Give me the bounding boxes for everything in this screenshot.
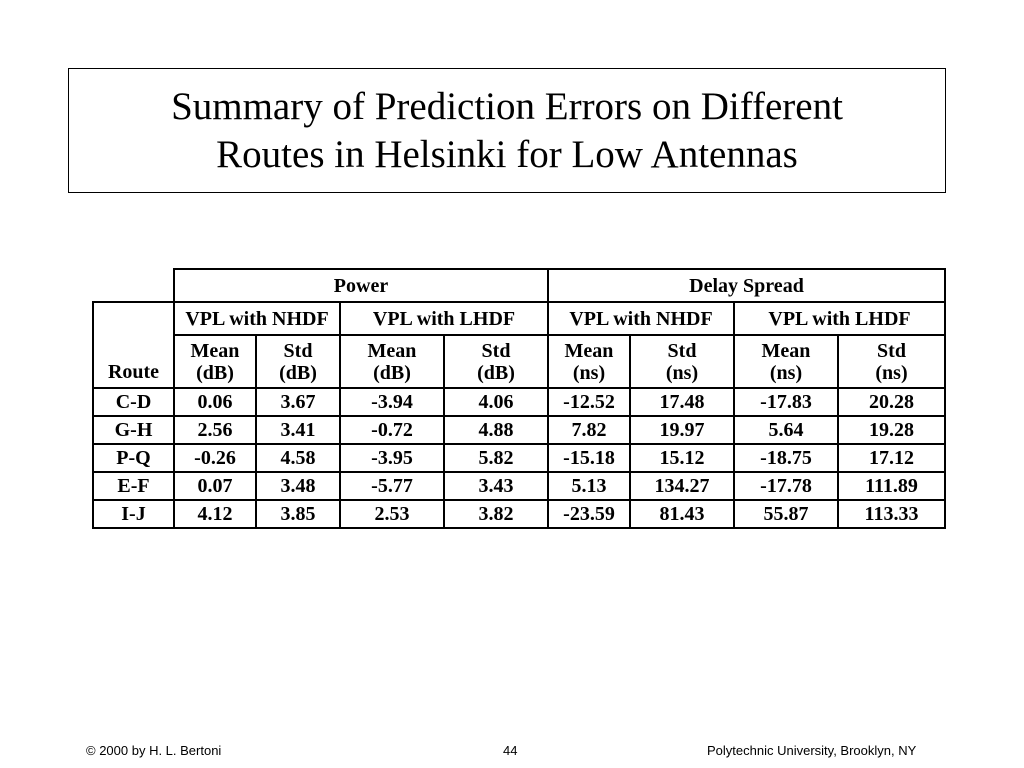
value-cell: -5.77	[340, 472, 444, 500]
value-cell: 0.07	[174, 472, 256, 500]
value-cell: 5.64	[734, 416, 838, 444]
value-cell: 5.82	[444, 444, 548, 472]
value-cell: 3.48	[256, 472, 340, 500]
value-cell: 3.85	[256, 500, 340, 528]
route-cell: E-F	[93, 472, 174, 500]
slide-title-box	[68, 68, 946, 193]
sub-header-power-lhdf: VPL with LHDF	[340, 302, 548, 335]
table-row	[93, 416, 945, 444]
column-header: Std (dB)	[444, 335, 548, 388]
table-row	[93, 388, 945, 416]
value-cell: 15.12	[630, 444, 734, 472]
value-cell: 134.27	[630, 472, 734, 500]
value-cell: 0.06	[174, 388, 256, 416]
value-cell: 20.28	[838, 388, 945, 416]
value-cell: 7.82	[548, 416, 630, 444]
value-cell: 111.89	[838, 472, 945, 500]
sub-header-delay-nhdf: VPL with NHDF	[548, 302, 734, 335]
value-cell: -18.75	[734, 444, 838, 472]
column-header: Mean (dB)	[340, 335, 444, 388]
value-cell: 3.67	[256, 388, 340, 416]
table-row	[93, 444, 945, 472]
group-header-power: Power	[174, 269, 548, 302]
footer-copyright: © 2000 by H. L. Bertoni	[86, 743, 222, 758]
value-cell: 2.53	[340, 500, 444, 528]
footer-institution: Polytechnic University, Brooklyn, NY	[707, 743, 917, 758]
slide-title-line-1: Summary of Prediction Errors on Different	[171, 84, 843, 128]
footer-page-number: 44	[503, 743, 518, 758]
column-header: Mean (ns)	[734, 335, 838, 388]
sub-header-power-nhdf: VPL with NHDF	[174, 302, 340, 335]
value-cell: -17.78	[734, 472, 838, 500]
route-cell: C-D	[93, 388, 174, 416]
value-cell: -17.83	[734, 388, 838, 416]
value-cell: 4.58	[256, 444, 340, 472]
value-cell: -3.95	[340, 444, 444, 472]
value-cell: -12.52	[548, 388, 630, 416]
column-header: Std (ns)	[838, 335, 945, 388]
value-cell: 55.87	[734, 500, 838, 528]
value-cell: 81.43	[630, 500, 734, 528]
route-cell: G-H	[93, 416, 174, 444]
value-cell: 4.12	[174, 500, 256, 528]
table-row	[93, 500, 945, 528]
value-cell: 3.43	[444, 472, 548, 500]
value-cell: 4.06	[444, 388, 548, 416]
value-cell: -15.18	[548, 444, 630, 472]
value-cell: -3.94	[340, 388, 444, 416]
value-cell: -23.59	[548, 500, 630, 528]
value-cell: 113.33	[838, 500, 945, 528]
value-cell: -0.72	[340, 416, 444, 444]
value-cell: 4.88	[444, 416, 548, 444]
slide-title	[171, 83, 843, 179]
value-cell: 17.48	[630, 388, 734, 416]
value-cell: 19.28	[838, 416, 945, 444]
value-cell: 19.97	[630, 416, 734, 444]
sub-header-delay-lhdf: VPL with LHDF	[734, 302, 945, 335]
route-column-header: Route	[93, 302, 174, 388]
value-cell: 3.82	[444, 500, 548, 528]
slide-title-line-2: Routes in Helsinki for Low Antennas	[216, 132, 798, 176]
route-cell: I-J	[93, 500, 174, 528]
group-header-delay-spread: Delay Spread	[548, 269, 945, 302]
value-cell: 5.13	[548, 472, 630, 500]
column-header: Mean (ns)	[548, 335, 630, 388]
value-cell: 3.41	[256, 416, 340, 444]
value-cell: 17.12	[838, 444, 945, 472]
value-cell: 2.56	[174, 416, 256, 444]
table-corner	[93, 269, 174, 302]
column-header: Mean (dB)	[174, 335, 256, 388]
prediction-errors-table	[92, 268, 946, 529]
column-header: Std (ns)	[630, 335, 734, 388]
route-cell: P-Q	[93, 444, 174, 472]
value-cell: -0.26	[174, 444, 256, 472]
table-row	[93, 472, 945, 500]
column-header: Std (dB)	[256, 335, 340, 388]
